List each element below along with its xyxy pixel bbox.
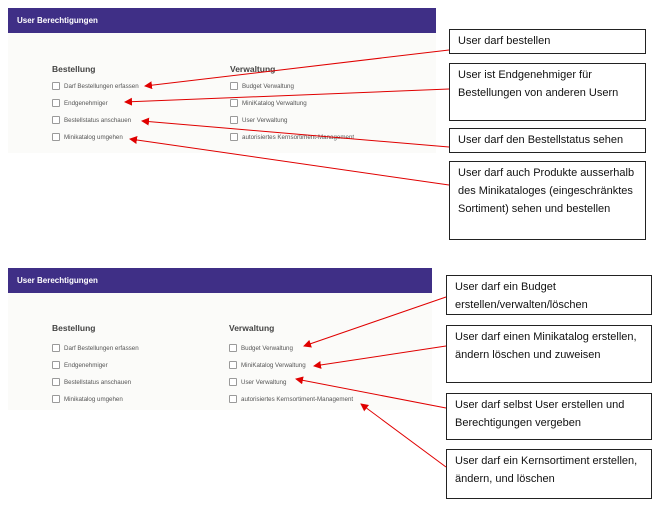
arrow-endgenehmiger (125, 89, 449, 102)
permission-label: Bestellstatus anschauen (64, 116, 132, 124)
arrow-budget (304, 297, 446, 346)
permission-label: Minikatalog umgehen (64, 395, 123, 403)
permission-label: autorisiertes Kernsortiment-Management (242, 133, 355, 141)
permission-label: Darf Bestellungen erfassen (64, 344, 139, 352)
arrow-user-verwaltung (296, 379, 446, 408)
callout-minikatalog-umgehen: User darf auch Produkte ausserhalb des Minikataloges (eingeschränktes Sortiment) sehen und bestellen (449, 161, 646, 240)
callout-budget: User darf ein Budget erstellen/verwalten/löschen (446, 275, 652, 315)
permission-label: MiniKatalog Verwaltung (242, 99, 307, 107)
callout-minikatalog: User darf einen Minikatalog erstellen, ändern löschen und zuweisen (446, 325, 652, 383)
arrow-bestellen (145, 50, 449, 86)
arrow-minikatalog-umgehen (130, 139, 449, 185)
permission-label: MiniKatalog Verwaltung (241, 361, 306, 369)
permission-label: Budget Verwaltung (242, 82, 294, 90)
callout-endgenehmiger: User ist Endgenehmiger für Bestellungen von anderen Usern (449, 63, 646, 121)
arrow-bestellstatus (142, 121, 449, 147)
column-title-verwaltung: Verwaltung (230, 64, 276, 74)
permission-label: Bestellstatus anschauen (64, 378, 132, 386)
callout-user-verwaltung: User darf selbst User erstellen und Berechtigungen vergeben (446, 393, 652, 440)
permission-label: Darf Bestellungen erfassen (64, 82, 139, 90)
panel-title: User Berechtigungen (17, 16, 98, 25)
column-title-bestellung: Bestellung (52, 64, 96, 74)
permission-label: User Verwaltung (242, 116, 288, 124)
callout-bestellstatus: User darf den Bestellstatus sehen (449, 128, 646, 153)
callout-bestellen: User darf bestellen (449, 29, 646, 54)
permission-label: Budget Verwaltung (241, 344, 293, 352)
column-title-verwaltung: Verwaltung (229, 323, 275, 333)
permission-label: Endgenehmiger (64, 361, 108, 369)
arrow-kernsortiment (361, 404, 446, 467)
callout-kernsortiment: User darf ein Kernsortiment erstellen, ändern, und löschen (446, 449, 652, 499)
permission-label: User Verwaltung (241, 378, 287, 386)
permission-label: autorisiertes Kernsortiment-Management (241, 395, 354, 403)
arrow-minikatalog (314, 346, 446, 366)
panel-title: User Berechtigungen (17, 276, 98, 285)
permission-label: Minikatalog umgehen (64, 133, 123, 141)
permission-label: Endgenehmiger (64, 99, 108, 107)
column-title-bestellung: Bestellung (52, 323, 96, 333)
